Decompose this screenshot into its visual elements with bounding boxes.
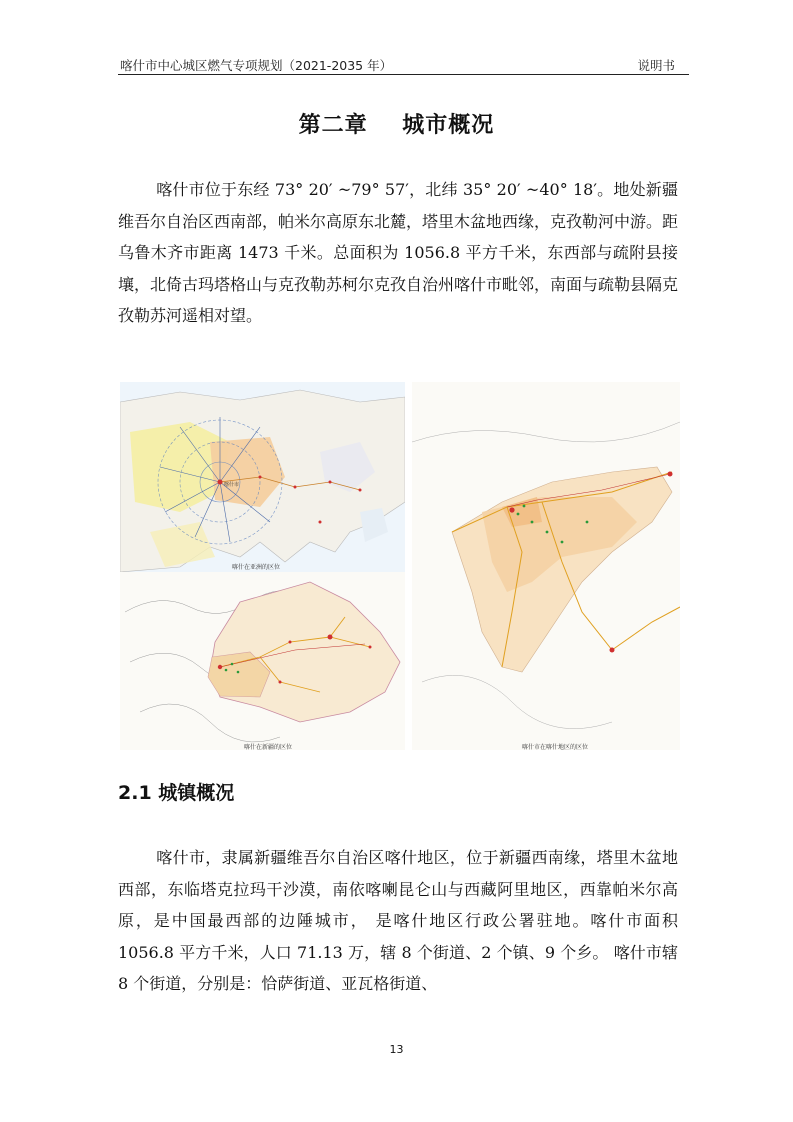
xinjiang-location-map — [120, 572, 405, 750]
header-doc-type: 说明书 — [637, 58, 675, 73]
xinjiang-map-caption: 喀什在新疆的区位 — [244, 744, 293, 750]
asia-city-label: 喀什市 — [224, 482, 240, 488]
intro-paragraph-text: 喀什市位于东经 73° 20′ ~79° 57′，北纬 35° 20′ ~40° 18′。地处新疆维吾尔自治区西南部，帕米尔高原东北麓，塔里木盆地西缘，克孜勒河中游。距乌鲁木齐市距离 1473 千米。总面积为 1056.8 平方千米，东西部与疏附县接壤，北倚古玛塔格山与克孜勒苏柯尔克孜自治州喀什市毗邻，南面与疏勒县隔克孜勒苏河遥相对望。 — [118, 180, 679, 325]
page-number: 13 — [389, 1043, 404, 1056]
intro-paragraph — [118, 174, 678, 332]
body-paragraph — [118, 842, 678, 1000]
prefecture-map-caption: 喀什市在喀什地区的区位 — [522, 744, 589, 750]
header-title: 喀什市中心城区燃气专项规划（2021-2035 年） — [120, 58, 393, 73]
prefecture-location-map — [412, 382, 680, 750]
chapter-title: 第二章 城市概况 — [298, 113, 495, 138]
header-rule — [118, 74, 689, 75]
section-title: 2.1 城镇概况 — [118, 782, 235, 804]
body-paragraph-text: 喀什市，隶属新疆维吾尔自治区喀什地区，位于新疆西南缘，塔里木盆地西部，东临塔克拉玛干沙漠，南依喀喇昆仑山与西藏阿里地区，西靠帕米尔高原，是中国最西部的边陲城市， 是喀什地区行政公署驻地。喀什市面积 1056.8 平方千米，人口 71.13 万，辖 8 个街道、2 个镇、9 个乡。 喀什市辖 8 个街道，分别是：恰萨街道、亚瓦格街道、 — [118, 848, 678, 993]
asia-location-map — [120, 382, 405, 572]
asia-map-caption: 喀什在亚洲的区位 — [232, 564, 281, 571]
